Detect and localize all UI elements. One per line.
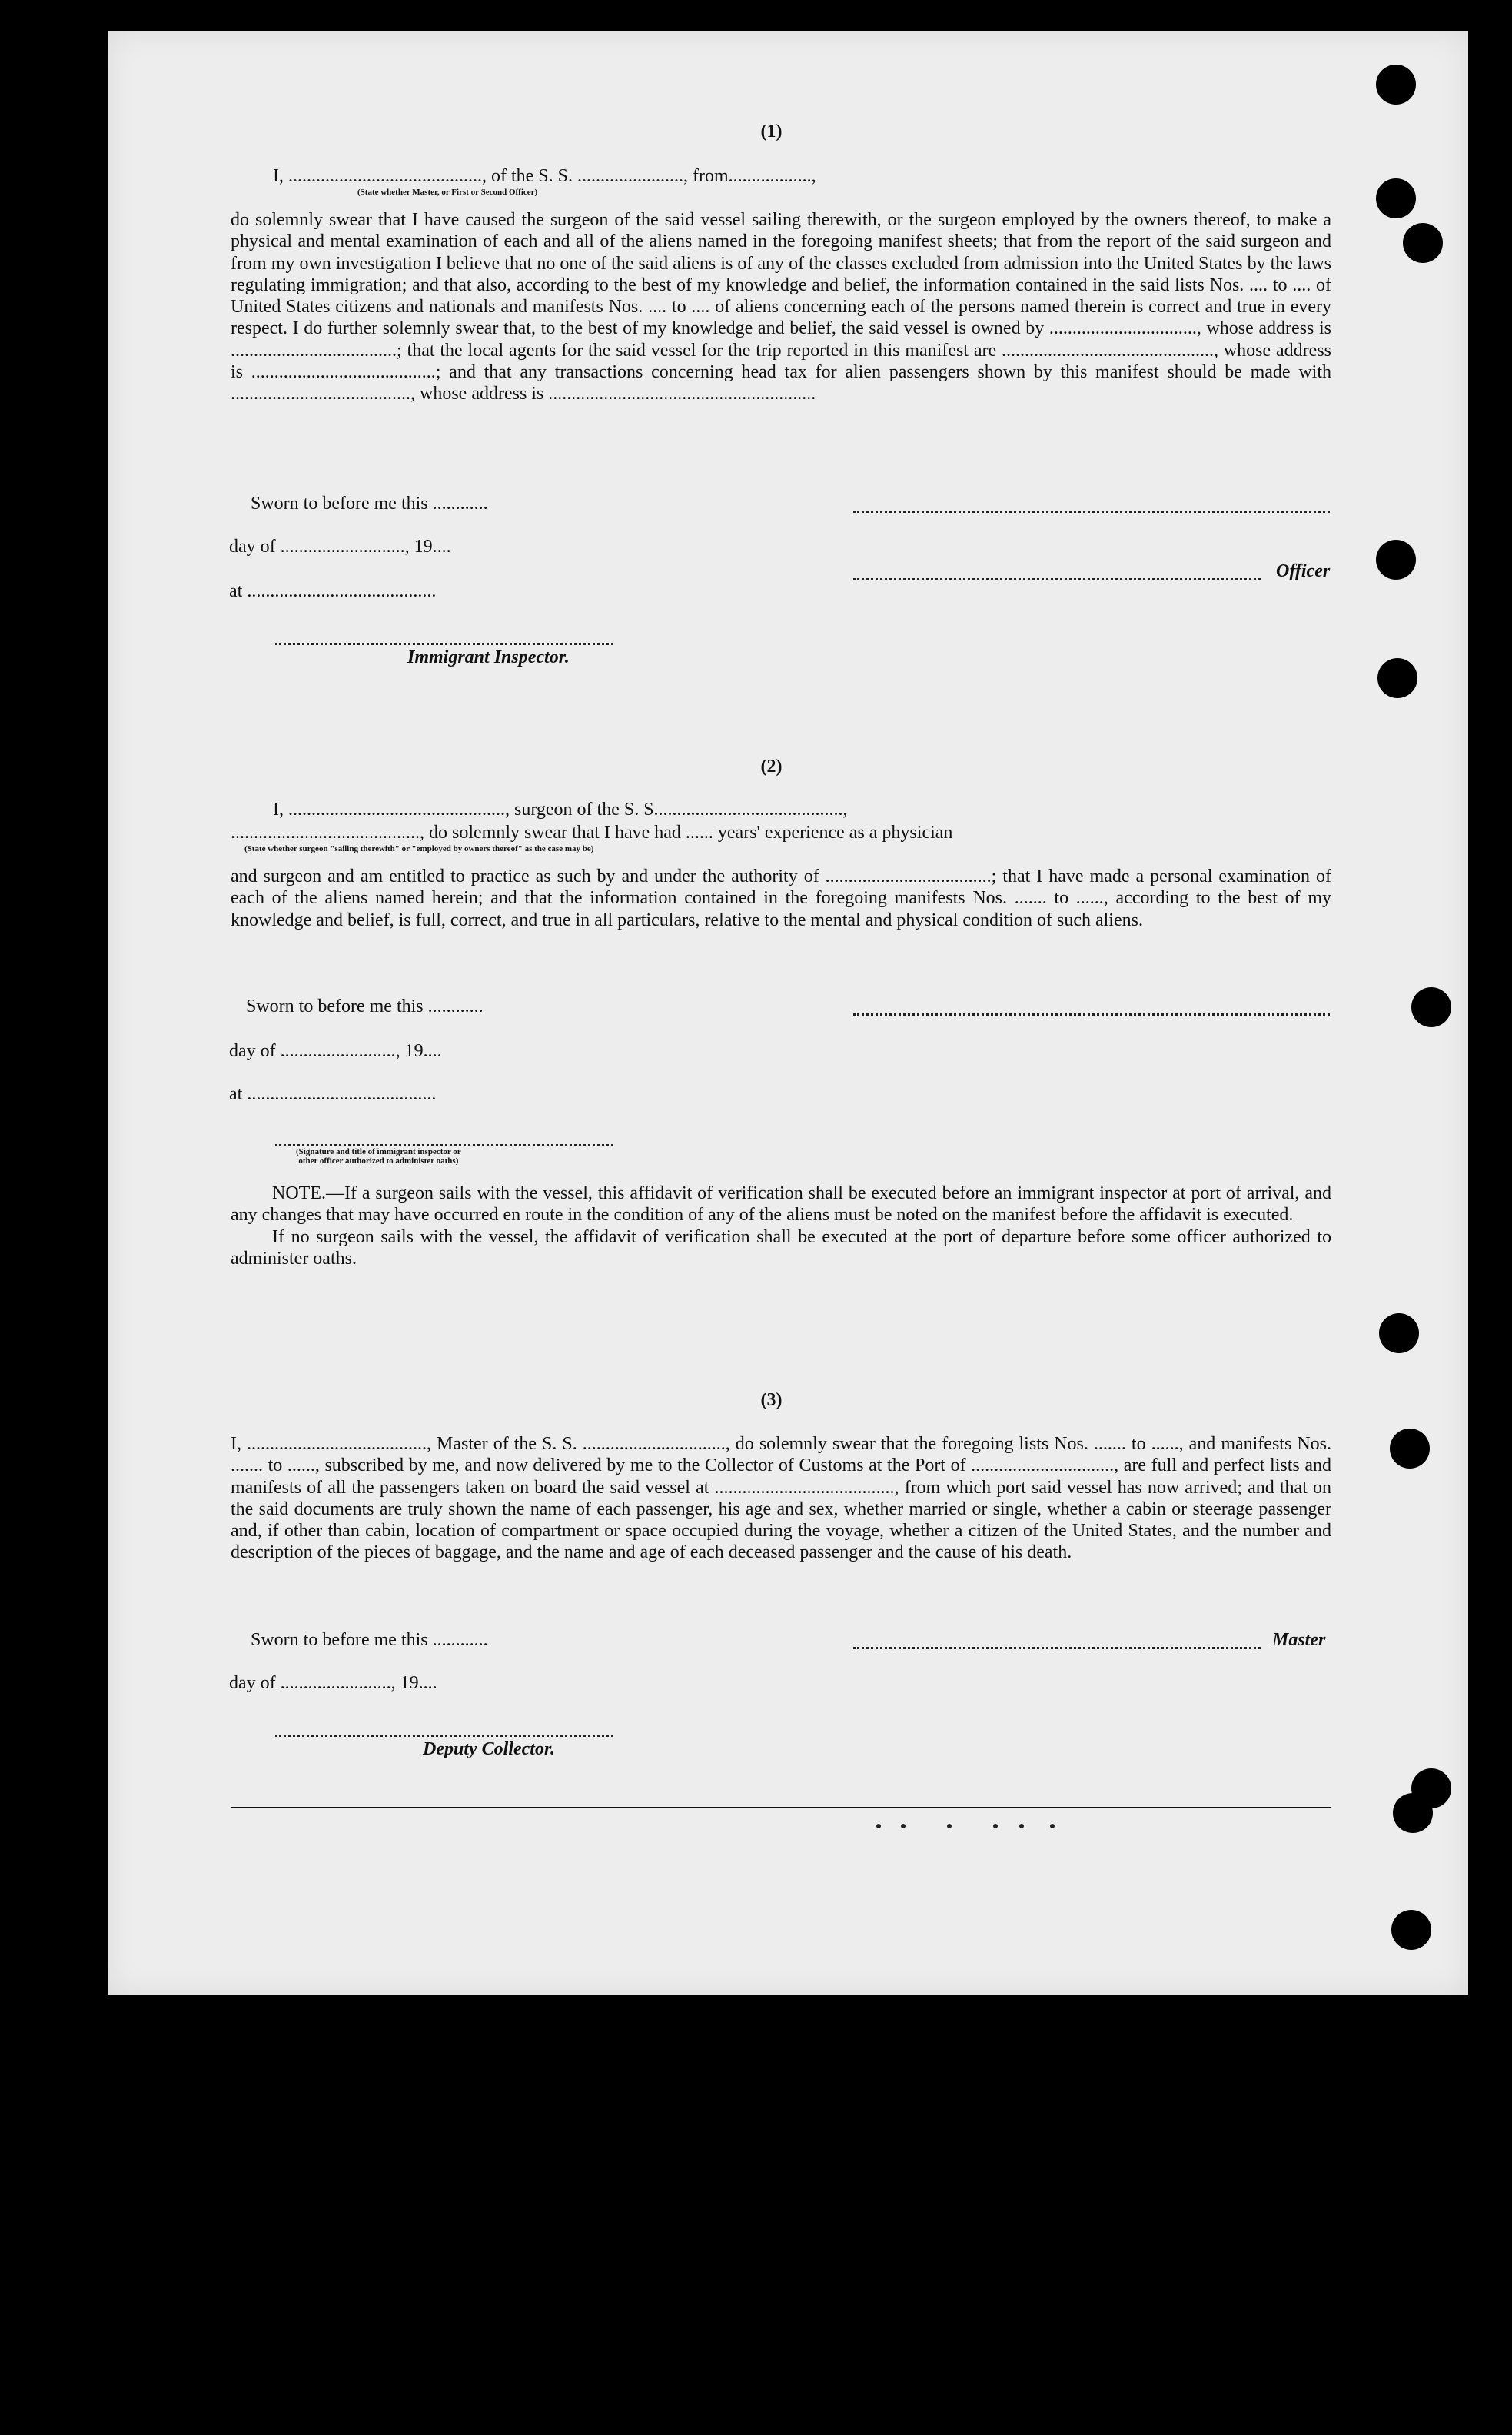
speck: [876, 1824, 881, 1828]
section-3-deputy-label: Deputy Collector.: [423, 1739, 555, 1759]
section-1-officer-line: [853, 578, 1261, 580]
section-1-sworn: Sworn to before me this ............: [251, 494, 488, 514]
section-3-master-line: [853, 1647, 1261, 1649]
punch-hole: [1376, 540, 1416, 580]
section-1-day-of: day of ..........................., 19....: [229, 537, 451, 557]
section-3-heading: (3): [760, 1390, 783, 1410]
section-3-master-label: Master: [1272, 1630, 1326, 1650]
section-2-inspector-line: [275, 1144, 613, 1146]
speck: [1019, 1824, 1024, 1828]
section-2-day-of: day of ........................., 19....: [229, 1041, 442, 1061]
speck: [993, 1824, 998, 1828]
section-2-signature-line: [853, 1013, 1330, 1016]
section-2-signature-note: (Signature and title of immigrant inspector or other officer authorized to administer oaths): [296, 1147, 461, 1166]
punch-hole: [1376, 178, 1416, 218]
punch-hole: [1411, 987, 1451, 1027]
punch-hole: [1403, 223, 1443, 263]
punch-hole: [1379, 1313, 1419, 1353]
section-1-signature-line: [853, 511, 1330, 513]
section-1-opening-note: (State whether Master, or First or Second Officer): [357, 188, 538, 197]
speck: [901, 1824, 906, 1828]
punch-hole: [1393, 1793, 1433, 1833]
bottom-rule: [231, 1807, 1331, 1808]
punch-hole: [1390, 1429, 1430, 1469]
section-1-inspector-label: Immigrant Inspector.: [407, 647, 570, 667]
section-1-at: at .........................................: [229, 581, 437, 601]
section-1-inspector-line: [275, 643, 613, 645]
section-2-line-2: ........................................., do solemnly swear that I have had ...... years' experience as a physician: [231, 823, 953, 843]
section-1-opening: I, .........................................., of the S. S. ......................., from..................,: [273, 166, 816, 186]
section-2-heading: (2): [760, 757, 783, 777]
punch-hole: [1391, 1910, 1431, 1950]
section-1-body: do solemnly swear that I have caused the surgeon of the said vessel sailing therewith, or the surgeon employed by the owners thereof, to make a physical and mental examination of each and all of the aliens named in the foregoing manifest sheets; that from the report of the said surgeon and from my own investigation I believe that no one of the said aliens is of any of the classes excluded from admission into the United States by the laws regulating immigration; and that also, according to the best of my knowledge and belief, the information contained in the said lists Nos. .... to .... of United States citizens and nationals and manifests Nos. .... to .... of aliens concerning each of the persons named therein is correct and true in every respect. I do further solemnly swear that, to the best of my knowledge and belief, the said vessel is owned by ................................, whose address is ....................................; that the local agents for the said vessel for the trip reported in this manifest are .............................................., whose address is ........................................; and that any transactions concerning head tax for alien passengers shown by this manifest should be made with ......................................., whose address is ..........................................................: [231, 210, 1331, 404]
section-2-notes: [231, 1183, 1331, 1269]
section-3-body: I, ......................................., Master of the S. S. ..............................., do solemnly swear that the foregoing lists Nos. ....... to ......, and manifests Nos. ....... to ......, subscribed by me, and now delivered by me to the Collector of Customs at the Port of ..............................., are full and perfect lists and manifests of all the passengers taken on board the said vessel at ......................................., from which port said vessel has now arrived; and that on the said documents are truly shown the name of each passenger, his age and sex, whether married or single, whether a cabin or steerage passenger and, if other than cabin, location of compartment or space occupied during the voyage, whether a citizen of the United States, and the number and description of the pieces of baggage, and the name and age of each deceased passenger and the cause of his death.: [231, 1434, 1331, 1563]
punch-hole: [1376, 65, 1416, 105]
section-3-deputy-line: [275, 1735, 613, 1737]
section-3-sworn: Sworn to before me this ............: [251, 1630, 488, 1650]
speck: [1050, 1824, 1055, 1828]
section-2-note-1: NOTE.—If a surgeon sails with the vessel, this affidavit of verification shall be executed before an immigrant inspector at port of arrival, and any changes that may have occurred en route in the condition of any of the aliens must be noted on the manifest before the affidavit is executed.: [231, 1183, 1331, 1226]
section-2-line-2-note: (State whether surgeon "sailing therewith" or "employed by owners thereof" as the case may be): [244, 844, 594, 853]
punch-hole: [1377, 658, 1417, 698]
section-2-body: and surgeon and am entitled to practice as such by and under the authority of ....................................; that I have made a personal examination of each of the aliens named herein; and that the information contained in the foregoing manifests Nos. ....... to ......, according to the best of my knowledge and belief, is full, correct, and true in all particulars, relative to the mental and physical condition of such aliens.: [231, 867, 1331, 930]
section-2-note-2: If no surgeon sails with the vessel, the affidavit of verification shall be executed at the port of departure before some officer authorized to administer oaths.: [231, 1226, 1331, 1269]
section-2-sworn: Sworn to before me this ............: [246, 996, 484, 1016]
section-1-heading: (1): [760, 121, 783, 141]
section-1-officer-label: Officer: [1276, 561, 1331, 581]
section-2-line-1: I, ..............................................., surgeon of the S. S.........................................,: [273, 800, 848, 820]
section-2-at: at .........................................: [229, 1084, 437, 1104]
speck: [947, 1824, 952, 1828]
section-3-day-of: day of ........................, 19....: [229, 1673, 437, 1693]
